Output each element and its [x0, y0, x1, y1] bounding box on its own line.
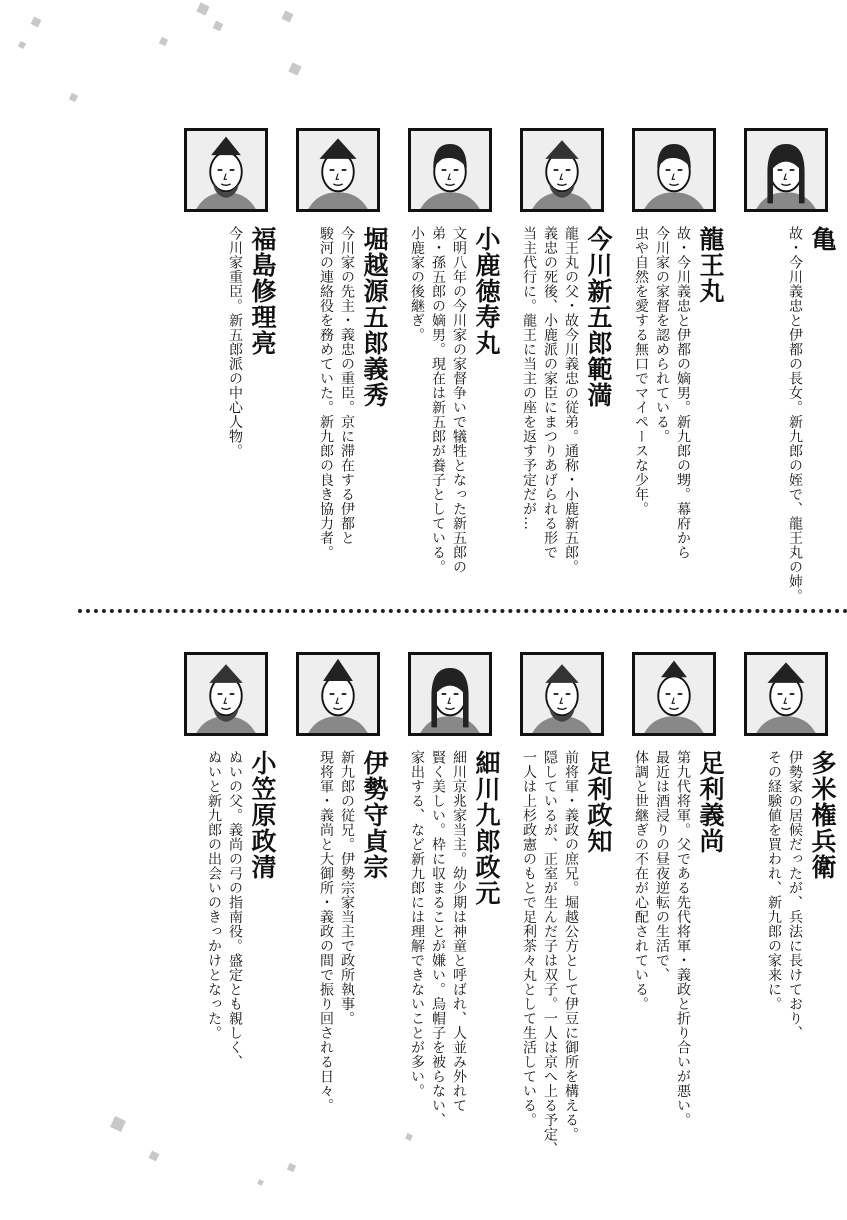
character-description-line: 第九代将軍。父である先代将軍・義政と折り合いが悪い。 — [675, 750, 691, 1127]
character-description-line: 今川家重臣。新五郎派の中心人物。 — [227, 226, 243, 458]
character-portrait — [632, 652, 716, 736]
character-description-line: 小鹿家の後継ぎ。 — [409, 226, 425, 342]
confetti-decoration — [69, 93, 78, 102]
character-text — [622, 750, 726, 1220]
character-name: 龍王丸 — [696, 226, 725, 304]
character-name: 今川新五郎範満 — [584, 226, 613, 408]
confetti-decoration — [110, 1116, 126, 1132]
character-description-line: 一人は上杉政憲のもとで足利茶々丸として生活している。 — [521, 750, 537, 1127]
character-description-line: 最近は酒浸りの昼夜逆転の生活で、 — [654, 750, 670, 982]
character-description-line: 当主代行に。龍王に当主の座を返す予定だが… — [521, 226, 537, 531]
character-portrait — [408, 128, 492, 212]
character-description-line: 今川家の家督を認められている。 — [654, 226, 670, 444]
character-description-line: 前将軍・義政の庶兄。堀越公方として伊豆に御所を構える。 — [563, 750, 579, 1142]
character-description-line: 駿河の連絡役を務めていた。新九郎の良き協力者。 — [318, 226, 334, 560]
character-text — [510, 226, 614, 716]
confetti-decoration — [31, 17, 42, 28]
character-name: 足利義尚 — [696, 750, 725, 854]
character-text — [398, 750, 502, 1220]
character-text — [734, 750, 838, 1220]
character-name: 小鹿徳寿丸 — [472, 226, 501, 356]
character-description-line: 隠しているが、正室が生んだ子は双子。一人は京へ上る予定、 — [542, 750, 558, 1156]
character-portrait — [184, 652, 268, 736]
character-name: 細川九郎政元 — [472, 750, 501, 906]
character-description-line: 家出する、など新九郎には理解できないことが多い。 — [409, 750, 425, 1098]
character-description-line: 故・今川義忠と伊都の長女。新九郎の姪で、龍王丸の姉。 — [787, 226, 803, 603]
character-name: 福島修理亮 — [248, 226, 277, 356]
character-name: 多米権兵衛 — [808, 750, 837, 880]
character-description-line: 故・今川義忠と伊都の嫡男。新九郎の甥。幕府から — [675, 226, 691, 560]
character-portrait — [632, 128, 716, 212]
character-description-line: 弟・孫五郎の嫡男。現在は新五郎が養子としている。 — [430, 226, 446, 574]
character-name: 伊勢守貞宗 — [360, 750, 389, 880]
character-text — [734, 226, 838, 716]
character-description-line: 細川京兆家当主。幼少期は神童と呼ばれ、人並み外れて — [451, 750, 467, 1113]
confetti-decoration — [196, 2, 209, 15]
character-description-line: 体調と世継ぎの不在が心配されている。 — [633, 750, 649, 1011]
confetti-decoration — [282, 11, 294, 23]
character-description-line: 虫や自然を愛する無口でマイペースな少年。 — [633, 226, 649, 516]
character-portrait — [520, 128, 604, 212]
confetti-decoration — [159, 37, 168, 46]
character-portrait — [744, 128, 828, 212]
character-portrait — [408, 652, 492, 736]
confetti-decoration — [18, 41, 26, 49]
character-name: 亀 — [808, 226, 837, 252]
character-portrait — [520, 652, 604, 736]
confetti-decoration — [288, 62, 301, 75]
confetti-decoration — [213, 21, 224, 32]
character-text — [286, 750, 390, 1220]
character-description-line: 文明八年の今川家の家督争いで犠牲となった新五郎の — [451, 226, 467, 574]
character-description-line: ぬいの父。義尚の弓の指南役。盛定とも親しく、 — [227, 750, 243, 1069]
character-portrait — [296, 652, 380, 736]
character-text — [174, 226, 278, 716]
character-name: 足利政知 — [584, 750, 613, 854]
character-description-line: 現将軍・義尚と大御所・義政の間で振り回される日々。 — [318, 750, 334, 1113]
character-description-line: 今川家の先主・義忠の重臣。京に滞在する伊都と — [339, 226, 355, 545]
character-description-line: 新九郎の従兄。伊勢宗家当主で政所執事。 — [339, 750, 355, 1026]
dotted-divider — [78, 609, 847, 613]
character-portrait — [184, 128, 268, 212]
character-description-line: 龍王丸の父・故今川義忠の従弟。通称・小鹿新五郎。 — [563, 226, 579, 574]
character-text — [510, 750, 614, 1220]
character-description-line: 賢く美しい。枠に収まることが嫌い。烏帽子を被らない、 — [430, 750, 446, 1127]
character-text — [174, 750, 278, 1220]
character-text — [286, 226, 390, 716]
character-text — [398, 226, 502, 716]
character-description-line: 義忠の死後、小鹿派の家臣にまつりあげられる形で — [542, 226, 558, 560]
character-name: 堀越源五郎義秀 — [360, 226, 389, 408]
character-description-line: ぬいと新九郎の出会いのきっかけとなった。 — [206, 750, 222, 1040]
character-portrait — [744, 652, 828, 736]
character-name: 小笠原政清 — [248, 750, 277, 880]
character-portrait — [296, 128, 380, 212]
character-text — [622, 226, 726, 716]
confetti-decoration — [149, 1151, 160, 1162]
character-description-line: 伊勢家の居候だったが、兵法に長けており、 — [787, 750, 803, 1040]
character-description-line: その経験値を買われ、新九郎の家来に。 — [766, 750, 782, 1011]
